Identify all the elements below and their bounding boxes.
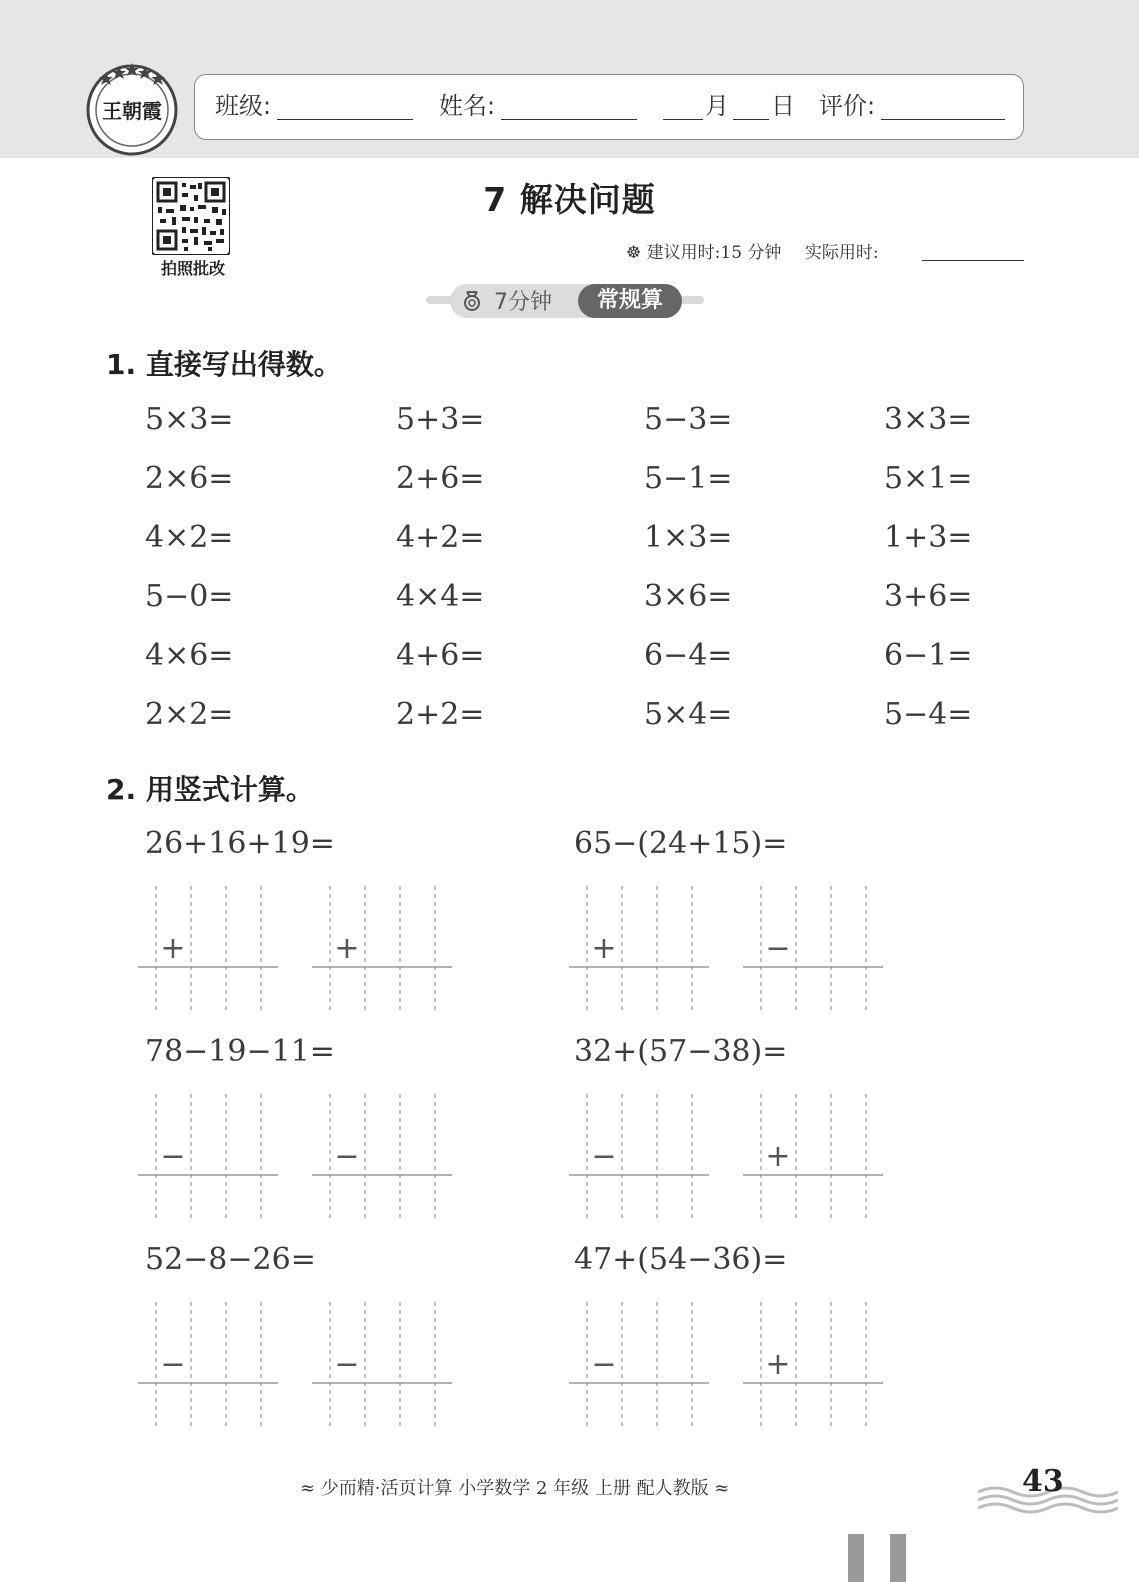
operator-sign: −: [765, 931, 791, 966]
name-label: 姓名:: [439, 92, 496, 120]
vertical-calc-grid[interactable]: [136, 886, 286, 1026]
oral-expr: 2+2=: [396, 697, 485, 732]
name-field[interactable]: [501, 119, 637, 120]
operator-sign: +: [591, 931, 617, 966]
eval-label: 评价:: [819, 92, 876, 120]
vertical-problem-expr: 65−(24+15)=: [574, 826, 788, 861]
operator-sign: −: [591, 1139, 617, 1174]
clock-icon: ☸: [626, 243, 642, 263]
section2-heading: 2. 用竖式计算。: [106, 773, 314, 806]
vertical-calc-grid[interactable]: [567, 1094, 717, 1234]
operator-sign: +: [334, 931, 360, 966]
vertical-problem-expr: 47+(54−36)=: [574, 1242, 788, 1277]
class-label: 班级:: [215, 92, 272, 120]
oral-expr: 4+6=: [396, 638, 485, 673]
suggested-time: 建议用时:15 分钟: [646, 243, 782, 263]
operator-sign: −: [334, 1139, 360, 1174]
operator-sign: −: [160, 1347, 186, 1382]
oral-expr: 6−4=: [644, 638, 733, 673]
oral-expr: 4×6=: [145, 638, 234, 673]
badge-time: 7分钟: [494, 290, 552, 315]
oral-expr: 5−1=: [644, 461, 733, 496]
oral-expr: 3×6=: [644, 579, 733, 614]
vertical-problem-expr: 32+(57−38)=: [574, 1034, 788, 1069]
class-field[interactable]: [277, 119, 413, 120]
oral-expr: 5×4=: [644, 697, 733, 732]
oral-expr: 4×4=: [396, 579, 485, 614]
oral-expr: 5+3=: [396, 402, 485, 437]
badge-type: 常规算: [578, 284, 682, 318]
oral-expr: 5−0=: [145, 579, 234, 614]
vertical-calc-grid[interactable]: [310, 1302, 460, 1442]
oral-expr: 1+3=: [884, 520, 973, 555]
vertical-calc-grid[interactable]: [567, 886, 717, 1026]
vertical-calc-grid[interactable]: [741, 1094, 891, 1234]
vertical-calc-grid[interactable]: [136, 1302, 286, 1442]
oral-expr: 2+6=: [396, 461, 485, 496]
oral-expr: 4×2=: [145, 520, 234, 555]
qr-label: 拍照批改: [160, 259, 225, 278]
vertical-calc-grid[interactable]: [310, 886, 460, 1026]
oral-expr: 3×3=: [884, 402, 973, 437]
footer-text: ≈ 少而精·活页计算 小学数学 2 年级 上册 配人教版 ≈: [300, 1478, 730, 1499]
vertical-calc-grid[interactable]: [741, 1302, 891, 1442]
svg-text:王朝霞: 王朝霞: [102, 99, 162, 123]
page-number: 43: [1022, 1464, 1064, 1499]
section1-heading: 1. 直接写出得数。: [106, 348, 342, 381]
time-suggestion: [626, 238, 879, 263]
oral-expr: 5×1=: [884, 461, 973, 496]
day-field[interactable]: [733, 119, 769, 120]
page-title: 7 解决问题: [483, 180, 656, 219]
vertical-problem-expr: 52−8−26=: [145, 1242, 316, 1277]
operator-sign: −: [160, 1139, 186, 1174]
edge-tab-marks: [848, 1534, 918, 1582]
brand-logo: [84, 60, 180, 156]
vertical-problem-expr: 26+16+19=: [145, 826, 335, 861]
vertical-calc-grid[interactable]: [741, 886, 891, 1026]
oral-expr: 5−3=: [644, 402, 733, 437]
operator-sign: +: [765, 1347, 791, 1382]
vertical-calc-grid[interactable]: [567, 1302, 717, 1442]
student-info-box: [194, 74, 1024, 140]
vertical-calc-grid[interactable]: [310, 1094, 460, 1234]
operator-sign: +: [160, 931, 186, 966]
oral-expr: 2×2=: [145, 697, 234, 732]
month-label: 月: [705, 92, 729, 120]
month-field[interactable]: [663, 119, 703, 120]
operator-sign: −: [591, 1347, 617, 1382]
operator-sign: −: [334, 1347, 360, 1382]
oral-expr: 6−1=: [884, 638, 973, 673]
oral-expr: 2×6=: [145, 461, 234, 496]
actual-time-label: 实际用时:: [804, 243, 879, 263]
oral-expr: 5×3=: [145, 402, 234, 437]
medal-icon: [462, 290, 482, 312]
oral-expr: 1×3=: [644, 520, 733, 555]
vertical-calc-grid[interactable]: [136, 1094, 286, 1234]
actual-time-field[interactable]: [922, 260, 1024, 261]
oral-expr: 4+2=: [396, 520, 485, 555]
oral-expr: 5−4=: [884, 697, 973, 732]
vertical-problem-expr: 78−19−11=: [145, 1034, 335, 1069]
oral-expr: 3+6=: [884, 579, 973, 614]
eval-field[interactable]: [881, 119, 1005, 120]
day-label: 日: [771, 92, 795, 120]
operator-sign: +: [765, 1139, 791, 1174]
